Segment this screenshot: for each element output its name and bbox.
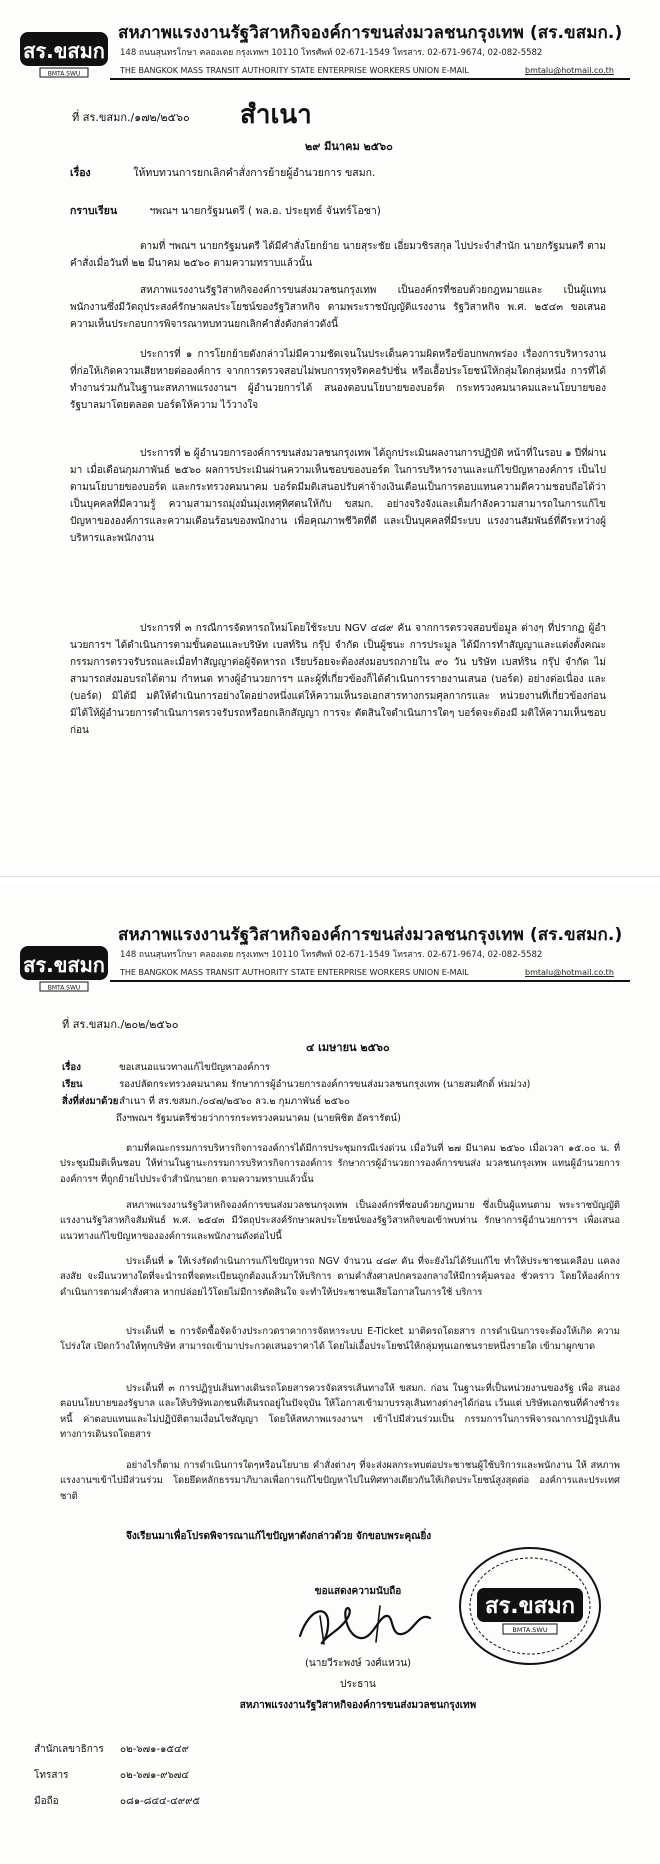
letter2-paragraph-3: ประเด็นที่ ๑ ให้เร่งรัดดำเนินการแก้ไขปัญหารถ NGV จำนวน ๔๘๙ คัน ที่จะยังไม่ได้รับแก้ไข ทำให้ประชาชนเคลือบ แคลงสงสัย จะมีแนวทางใดที่จะนำรถที่จดทะเบียนถูกต้องแล้วมาให้บริการ ตามคำสั่งศาลปกครองกลางให้มีการคุ้มครอง ชั่วคราว โดยให้องค์การดำเนินการตามคำสั่งศาล หากปล่อยไว้โดยไม่มีการตัดสินใจ จะทำให้ประชาชนเสียโอกาสในการใช้ บริการ	[60, 1256, 620, 1298]
union-seal-stamp	[455, 1544, 605, 1674]
letter1-paragraph-1: ตามที่ ฯพณฯ นายกรัฐมนตรี ได้มีคำสั่งโยกย้าย นายสุระชัย เอี่ยมวชิรสกุล ไปประจำสำนัก นายกรัฐมนตรี ตามคำสั่งเมื่อวันที่ ๒๒ มีนาคม ๒๕๖๐ ตามความทราบแล้วนั้น	[70, 241, 606, 269]
letter2-enclosure-continuation: ถึงฯพณฯ รัฐมนตรีช่วยว่าการกระทรวงคมนาคม (นายพิชิต อัครารัตน์)	[116, 1113, 401, 1124]
contact-value: ๐๘๑-๘๔๔-๔๙๙๕	[120, 1796, 201, 1807]
contact-row-mobile	[34, 1794, 200, 1809]
contact-value: ๐๒-๖๗๑-๑๕๔๙	[120, 1744, 189, 1755]
seal-logo-sub: BMTA.SWU	[512, 1626, 548, 1634]
letter-page-2	[0, 884, 660, 1864]
logo-text: สร.ขสมก	[23, 953, 105, 977]
contact-value: ๐๒-๖๗๑-๙๖๗๔	[120, 1770, 189, 1781]
letter1-paragraph-3: ประการที่ ๑ การโยกย้ายดังกล่าวไม่มีความชัดเจนในประเด็นความผิดหรือข้อบกพกพร่อง เรื่องการบริหารงานที่ก่อให้เกิดความเสียหายต่อองค์การ จากการตรวจสอบไม่พบการทุจริตคอรัปชั่น หรือเอื้อประโยชน์ให้กลุ่มใดกลุ่มหนึ่ง การที่ได้ทำงานร่วมกันในฐานะสหภาพแรงงานฯ ผู้อำนวยการได้ สนองตอบนโยบายของบอร์ด กระทรวงคมนาคมและนโยบายของรัฐบาลมาโดยตลอด บอร์ดให้ความ ไว้วางใจ	[70, 349, 606, 411]
letter2-enclosure-row	[62, 1094, 350, 1109]
letter1-paragraph-2: สหภาพแรงงานรัฐวิสาหกิจองค์การขนส่งมวลชนกรุงเทพ เป็นองค์กรที่ชอบด้วยกฎหมายและ เป็นผู้แทนพนักงานซึ่งมีวัตถุประสงค์รักษาผลประโยชน์ของรัฐวิสาหกิจ ตามพระราชบัญญัติแรงงาน รัฐวิสาหกิจ พ.ศ. ๒๕๔๓ ขอเสนอความเห็นประกอบการพิจารณาทบทวนยกเลิกคำสั่งดังกล่าวดังนี้	[70, 285, 607, 330]
letter1-to-row	[70, 202, 381, 219]
letterhead-org-name-en: THE BANGKOK MASS TRANSIT AUTHORITY STATE ENTERPRISE WORKERS UNION E-MAIL	[120, 968, 469, 977]
letter1-paragraph-5: ประการที่ ๓ กรณีการจัดหารถใหม่โดยใช้ระบบ NGV ๔๘๙ คัน จากการตรวจสอบข้อมูล ต่างๆ ที่ปรากฏ ผู้อำนวยการฯ ได้ดำเนินการตามขั้นตอนและบริษัท เบสท์ริน กรุ๊ป จำกัด เป็นผู้ชนะ การประมูล ได้มีการทำสัญญาและแต่งตั้งคณะกรรมการตรวจรับรถและเมื่อทำสัญญาต่อผู้จัดหารถ เรียบร้อยจะต้องส่งมอบรถภายใน ๙๐ วัน บริษัท เบสท์ริน กรุ๊ป จำกัด ไม่สามารถส่งมอบรถได้ตาม กำหนด ทางผู้อำนวยการฯ และผู้ที่เกี่ยวข้องก็ได้ดำเนินการรายงานเสนอ (บอร์ด) อย่างต่อเนื่อง และ (บอร์ด) มิได้มี มติให้ดำเนินการอย่างใดอย่างหนึ่งแต่ให้ความเห็นรอเอกสารทางกรมศุลกากรและ หน่วยงานที่เกี่ยวข้องก่อน มิได้ให้ผู้อำนวยการดำเนินการตรวจรับรถหรือยกเลิกสัญญา การจะ ตัดสินใจดำเนินการใดๆ บอร์ดจะต้องมี มติให้ความเห็นชอบก่อน	[70, 623, 606, 736]
letter2-paragraph-6: อย่างไรก็ตาม การดำเนินการใดๆหรือนโยบาย คำสั่งต่างๆ ที่จะส่งผลกระทบต่อประชาชนผู้ใช้บริการและพนักงาน ให้ สหภาพแรงงานฯเข้าไปมีส่วนร่วม โดยยึดหลักธรรมาภิบาลเพื่อการแก้ไขปัญหาไปในทิศทางเดียวกันให้เกิดประโยชน์สูงสุดต่อ องค์การและประเทศชาติ	[60, 1460, 620, 1502]
enclosure-label: สิ่งที่ส่งมาด้วย	[62, 1096, 119, 1107]
to-label: เรียน	[62, 1079, 83, 1090]
union-logo	[18, 940, 110, 1000]
letter1-date: ๒๙ มีนาคม ๒๕๖๐	[305, 140, 393, 153]
union-logo-mark	[18, 26, 110, 86]
letter2-paragraph-5: ประเด็นที่ ๓ การปฏิรูปเส้นทางเดินรถโดยสารควรจัดสรรเส้นทางให้ ขสมก. ก่อน ในฐานะที่เป็นหน่วยงานของรัฐ เพื่อ สนองตอบนโยบายของรัฐบาล และให้บริษัทเอกชนที่เดินรถอยู่ในปัจจุบัน ให้โอกาสเข้ามาบรรลุเส้นทางต่างๆได้ก่อน เว้นแต่ บริษัทเอกชนที่ค้างชำระหนี้ ค่าตอบแทนและไม่ปฏิบัติตามเงื่อนไขสัญญา โดยให้สหภาพแรงงานฯ เข้าไปมีส่วนร่วมเป็น กรรมการในการพิจารณาการปฏิรูปเส้นทางการเดินรถโดยสาร	[60, 1383, 620, 1441]
logo-sub: BMTA.SWU	[47, 70, 81, 78]
contact-row-fax	[34, 1768, 189, 1783]
letter2-to-row	[62, 1077, 530, 1092]
seal-logo-text: สร.ขสมก	[485, 1594, 575, 1619]
contact-label: มือถือ	[34, 1796, 59, 1807]
letterhead-org-name: สหภาพแรงงานรัฐวิสาหกิจองค์การขนส่งมวลชนกรุงเทพ (สร.ขสมก.)	[118, 23, 623, 43]
letter2-date: ๔ เมษายน ๒๕๖๐	[306, 1041, 390, 1054]
letter2-addressee: รองปลัดกระทรวงคมนาคม รักษาการผู้อำนวยการองค์การขนส่งมวลชนกรุงเทพ (นายสมศักดิ์ ห่มม่วง)	[119, 1079, 531, 1090]
letter-page-1	[0, 0, 660, 877]
letterhead-address: 148 ถนนสุนทรโกษา คลองเตย กรุงเทพฯ 10110 โทรศัพท์ 02-671-1549 โทรสาร. 02-671-9674, 02-082-5582	[120, 950, 543, 960]
letter1-ref-number: ที่ สร.ขสมก./๑๗๒/๒๕๖๐	[72, 111, 190, 124]
letter2-signer-org: สหภาพแรงงานรัฐวิสาหกิจองค์การขนส่งมวลชนกรุงเทพ	[239, 1700, 477, 1711]
letter2-subject: ขอเสนอแนวทางแก้ไขปัญหาองค์การ	[119, 1062, 270, 1073]
letter1-copy-stamp: สำเนา	[240, 100, 312, 130]
handwritten-signature	[290, 1596, 440, 1652]
logo-text: สร.ขสมก	[23, 39, 105, 63]
subject-label: เรื่อง	[70, 167, 91, 179]
union-logo	[18, 26, 110, 86]
letterhead-org-name-en: THE BANGKOK MASS TRANSIT AUTHORITY STATE ENTERPRISE WORKERS UNION E-MAIL	[120, 66, 469, 75]
letter2-paragraph-4: ประเด็นที่ ๒ การจัดซื้อจัดจ้างประกวดราคาการจัดหาระบบ E-Ticket มาติดรถโดยสาร การดำเนินการจะต้องให้เกิด ความโปร่งใส เปิดกว้างให้ทุกบริษัท สามารถเข้ามาประกวดเสนอราคาได้ โดยไม่เอื้อประโยชน์ให้กลุ่มทุนเอกชนรายหนึ่งรายใด เข้ามาผูกขาด	[60, 1326, 620, 1353]
logo-sub: BMTA.SWU	[47, 984, 81, 992]
letter2-signer-name: (นายวีระพงษ์ วงศ์แหวน)	[304, 1658, 412, 1669]
letterhead-email: bmtalu@hotmail.co.th	[525, 968, 614, 977]
letter1-subject-row	[70, 164, 375, 181]
letterhead-email: bmtalu@hotmail.co.th	[525, 66, 614, 75]
letterhead-org-name: สหภาพแรงงานรัฐวิสาหกิจองค์การขนส่งมวลชนกรุงเทพ (สร.ขสมก.)	[118, 925, 623, 945]
letter1-subject: ให้ทบทวนการยกเลิกคำสั่งการย้ายผู้อำนวยการ ขสมก.	[133, 167, 376, 179]
letter1-addressee: ฯพณฯ นายกรัฐมนตรี ( พล.อ. ประยุทธ์ จันทร์โอชา)	[149, 205, 381, 217]
letter2-paragraph-2: สหภาพแรงงานรัฐวิสาหกิจองค์การขนส่งมวลชนกรุงเทพ เป็นองค์กรที่ชอบด้วยกฎหมาย ซึ่งเป็นผู้แทนตาม พระราชบัญญัติแรงงานรัฐวิสาหกิจสัมพันธ์ พ.ศ. ๒๕๔๓ มีวัตถุประสงค์รักษาผลประโยชน์ของรัฐวิสาหกิจขอเข้าพบท่าน รักษาการผู้อำนวยการฯ เพื่อเสนอแนวทางแก้ไขปัญหาขององค์การและพนักงานดังต่อไปนี้	[60, 1200, 620, 1242]
letterhead-rule	[110, 78, 630, 80]
letter2-enclosure-1: สำเนา ที่ สร.ขสมก./๐๔๗/๒๕๖๐ ลว.๒ กุมภาพันธ์ ๒๕๖๐	[119, 1096, 350, 1107]
letter2-signer-title: ประธาน	[340, 1679, 376, 1690]
union-logo-mark	[18, 940, 110, 1000]
letter2-closing: ขอแสดงความนับถือ	[314, 1586, 402, 1597]
letter2-closing-request: จึงเรียนมาเพื่อโปรดพิจารณาแก้ไขปัญหาดังกล่าวด้วย จักขอบพระคุณยิ่ง	[126, 1531, 432, 1542]
letter2-subject-row	[62, 1060, 270, 1075]
letter1-paragraph-4: ประการที่ ๒ ผู้อำนวยการองค์การขนส่งมวลชนกรุงเทพ ได้ถูกประเมินผลงานการปฏิบัติ หน้าที่ในรอบ ๑ ปีที่ผ่านมา เมื่อเดือนกุมภาพันธ์ ๒๕๖๐ ผลการประเมินผ่านความเห็นชอบของบอร์ด ในการบริหารงานและแก้ไขปัญหาองค์การ เป็นไปตามนโยบายของบอร์ด และกระทรวงคมนาคม บอร์ดมีมติเสนอปรับค่าจ้างเงินเดือนเป็นการตอบแทนความดีความชอบถือได้ว่าเป็นบุคคลที่มีความรู้ ความสามารถมุ่งมั่นมุ่งเทศุทิศตนให้กับ ขสมก. อย่างจริงจังและเต็มกำลังความสามารถในการแก้ไข ปัญหาขององค์การและความเดือนร้อนของพนักงาน เพื่อคุณภาพชีวิตที่ดี และเป็นบุคคลที่มีระบบ แรงงานสัมพันธ์ที่ดีระหว่างผู้บริหารและพนักงาน	[70, 448, 606, 544]
contact-label: สำนักเลขาธิการ	[34, 1744, 104, 1755]
letterhead-rule	[110, 980, 630, 982]
subject-label: เรื่อง	[62, 1062, 81, 1073]
letter2-paragraph-1: ตามที่คณะกรรมการบริหารกิจการองค์การได้มีการประชุมกรณีเร่งด่วน เมื่อวันที่ ๒๗ มีนาคม ๒๕๖๐ เมื่อเวลา ๑๕.๐๐ น. ที่ประชุมมีมติเห็นชอบ ให้ท่านในฐานะกรรมการบริหารกิจการองค์การ รักษาการผู้อำนวยการองค์การขนส่ง มวลชนกรุงเทพ แทนผู้อำนวยการองค์การฯ ที่ถูกย้ายไปประจำสำนักนายก ตามความทราบแล้วนั้น	[60, 1143, 620, 1185]
to-label: กราบเรียน	[70, 205, 118, 217]
contact-label: โทรสาร	[34, 1770, 69, 1781]
contact-row-secretariat	[34, 1742, 189, 1757]
letterhead-address: 148 ถนนสุนทรโกษา คลองเตย กรุงเทพฯ 10110 โทรศัพท์ 02-671-1549 โทรสาร. 02-671-9674, 02-082-5582	[120, 48, 543, 58]
letter2-ref-number: ที่ สร.ขสมก./๒๐๒/๒๕๖๐	[62, 1018, 179, 1031]
